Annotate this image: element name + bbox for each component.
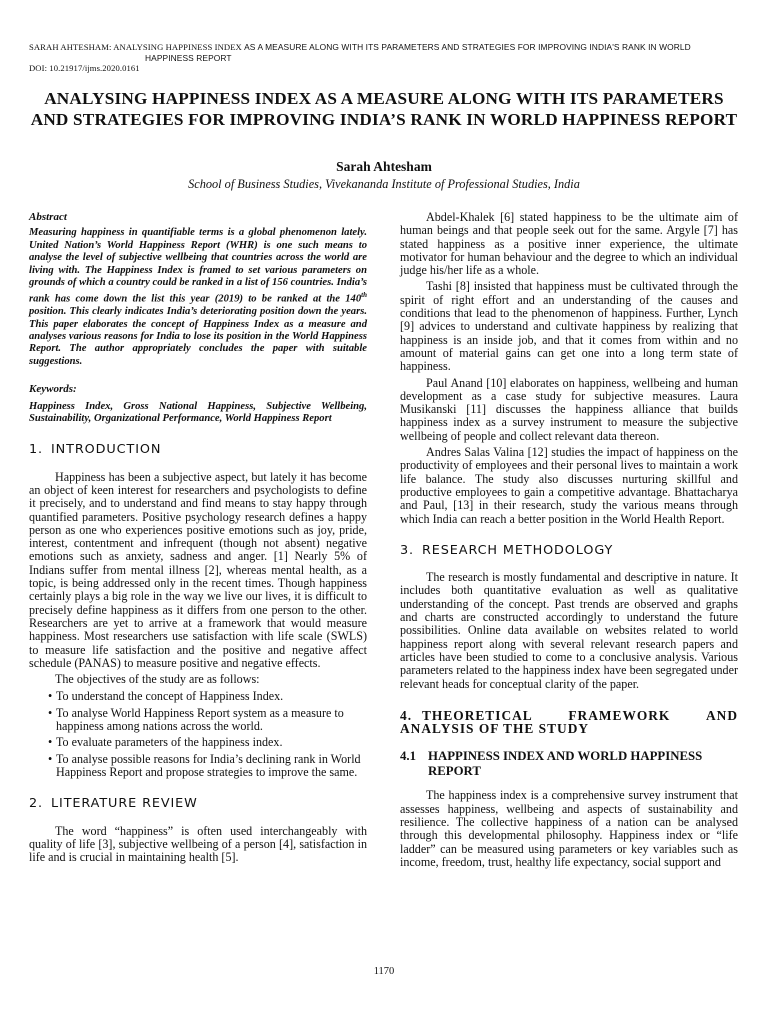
author-affiliation: School of Business Studies, Vivekananda Institute of Professional Studies, India — [188, 177, 580, 191]
literature-paragraph: The word “happiness” is often used interchangeably with quality of life [3], subjective wellbeing of a person [4], satisfaction in life and is crucial in maintaining health [5]. — [29, 823, 367, 865]
methodology-paragraph: The research is mostly fundamental and descriptive in nature. It includes both quantitative evaluation as well as qualitative understanding of the concept. Past trends are observed and graphs and charts are constructed accordingly to understand the future possibilities. Online data available on websites related to world happiness report along with several relevant research papers and articles have been studied to come to a conclusive analysis. Various parameters related to the happiness index have been segregated under relevant heads for conceptual clarity of the paper. — [400, 570, 738, 691]
abstract-heading: Abstract — [29, 211, 67, 223]
right-column — [400, 211, 738, 869]
running-author: SARAH AHTESHAM: ANALYSING HAPPINESS INDEX — [29, 42, 242, 52]
list-item: • To analyse World Happiness Report system as a measure to happiness among nations across the world. — [48, 705, 344, 734]
paper-title: ANALYSING HAPPINESS INDEX AS A MEASURE ALONG WITH ITS PARAMETERS AND STRATEGIES FOR IMPROVING INDIA’S RANK IN WORLD HAPPINESS REPORT — [30, 89, 738, 129]
keywords-heading: Keywords: — [29, 383, 77, 396]
running-header — [29, 42, 729, 74]
page-number: 1170 — [373, 966, 395, 977]
left-column — [29, 211, 367, 864]
objectives-intro: The objectives of the study are as follows: — [55, 672, 260, 687]
keywords-text: Happiness Index, Gross National Happiness, Subjective Wellbeing, Sustainability, Organizational Performance, World Happiness Report — [29, 400, 367, 424]
section-heading-literature: 2. LITERATURE REVIEW — [29, 796, 198, 812]
abstract-text: Measuring happiness in quantifiable terms is a global phenomenon lately. United Nation’s World Happiness Report (WHR) is one such means to analyse the level of subjective wellbeing that countries across the world are living with. The Happiness Index is framed to set various parameters on grounds of which a country could be ranked in a list of 156 countries. India’s rank has come down the list this year (2019) to be ranked at the 140th position. This clearly indicates India’s deteriorating position down the years. This paper elaborates the concept of Happiness Index as a measure and analyses various reasons for India to lose its position in the World Happiness Report. The author appropriately concludes the paper with suitable suggestions. — [29, 227, 367, 367]
list-item: • To analyse possible reasons for India’s declining rank in World Happiness Report and propose strategies to improve the same. — [48, 751, 361, 779]
subsection-heading-4-1: 4.1 HAPPINESS INDEX AND WORLD HAPPINESS REPORT — [400, 749, 703, 779]
list-item: • To evaluate parameters of the happiness index. — [48, 735, 283, 750]
section-heading-introduction: 1. INTRODUCTION — [29, 442, 162, 458]
framework-paragraph: The happiness index is a comprehensive survey instrument that assesses happiness, wellbeing and aspects of sustainability and resilience. The collective happiness of a nation can be analysed through this developmental philosophy. Happiness index or “life ladder” can be measured using parameters or key variables such as income, freedom, trust, healthy life expectancy, social support and — [400, 788, 738, 869]
running-title-cont: HAPPINESS REPORT — [145, 52, 232, 63]
section-heading-framework: 4. THEORETICAL FRAMEWORK AND ANALYSIS OF THE STUDY — [400, 707, 738, 737]
introduction-paragraph: Happiness has been a subjective aspect, but lately it has become an object of keen interest for researchers and psychologists to define it precisely, and to understand and find means to stay happy through quantified parameters. Positive psychology research defines a happy person as one who experiences positive emotions such as joy, pride, interest, contentment and infrequent (though not absent) negative emotions such as anxiety, sadness and anger. [1] Nearly 5% of Indians suffer from mental illness [2], whereas mental health, as a topic, is being addressed only in the recent times. Though happiness certainly plays a big role in the way we live our lives, it is difficult to precisely define happiness as it differs from one person to the other. Researchers are yet to arrive at a framework that would measure happiness. Most researchers use satisfaction with life scale (SWLS) to measure life satisfaction and the positive and negative affect schedule (PANAS) to measure positive and negative effects. — [29, 469, 367, 670]
literature-paragraph: Andres Salas Valina [12] studies the impact of happiness on the productivity of employees and their personal lives to maintain a work life balance. The study also discusses nurturing skillful and productive employees to gain a competitive advantage. Bhattacharya and Paul, [13] in their research, study the various means through which India can reach a better position in the World Health Report. — [400, 445, 738, 526]
list-item: • To understand the concept of Happiness Index. — [48, 689, 284, 704]
objectives-list — [29, 690, 367, 779]
doi: DOI: 10.21917/ijms.2020.0161 — [29, 63, 140, 73]
literature-paragraph: Paul Anand [10] elaborates on happiness, wellbeing and human development as a case study for subjective measures. Laura Musikanski [11] discusses the happiness alliance that builds happiness index as a survey instrument to measure the subjective wellbeing of people and collect relevant data thereon. — [400, 375, 738, 443]
literature-paragraph: Tashi [8] insisted that happiness must be cultivated through the spirit of right effort and an understanding of the causes and conditions that lead to the phenomenon of happiness. Further, Lynch [9] advices to understand and cultivate happiness by realizing that happiness is an inside job, and that it comes from within and no amount of material gains can get one into a long term state of happiness. — [400, 279, 738, 374]
section-heading-methodology: 3. RESEARCH METHODOLOGY — [400, 542, 614, 558]
author-name: Sarah Ahtesham — [336, 159, 432, 174]
running-title: AS A MEASURE ALONG WITH ITS PARAMETERS AND STRATEGIES FOR IMPROVING INDIA'S RANK IN WORLD — [244, 42, 691, 52]
literature-paragraph: Abdel-Khalek [6] stated happiness to be the ultimate aim of human beings and that people seek out for the same. Argyle [7] has stated happiness as a positive inner experience, the ultimate motivator for human behaviour and the degree to which an individual judge his/her life as a whole. — [400, 210, 738, 278]
